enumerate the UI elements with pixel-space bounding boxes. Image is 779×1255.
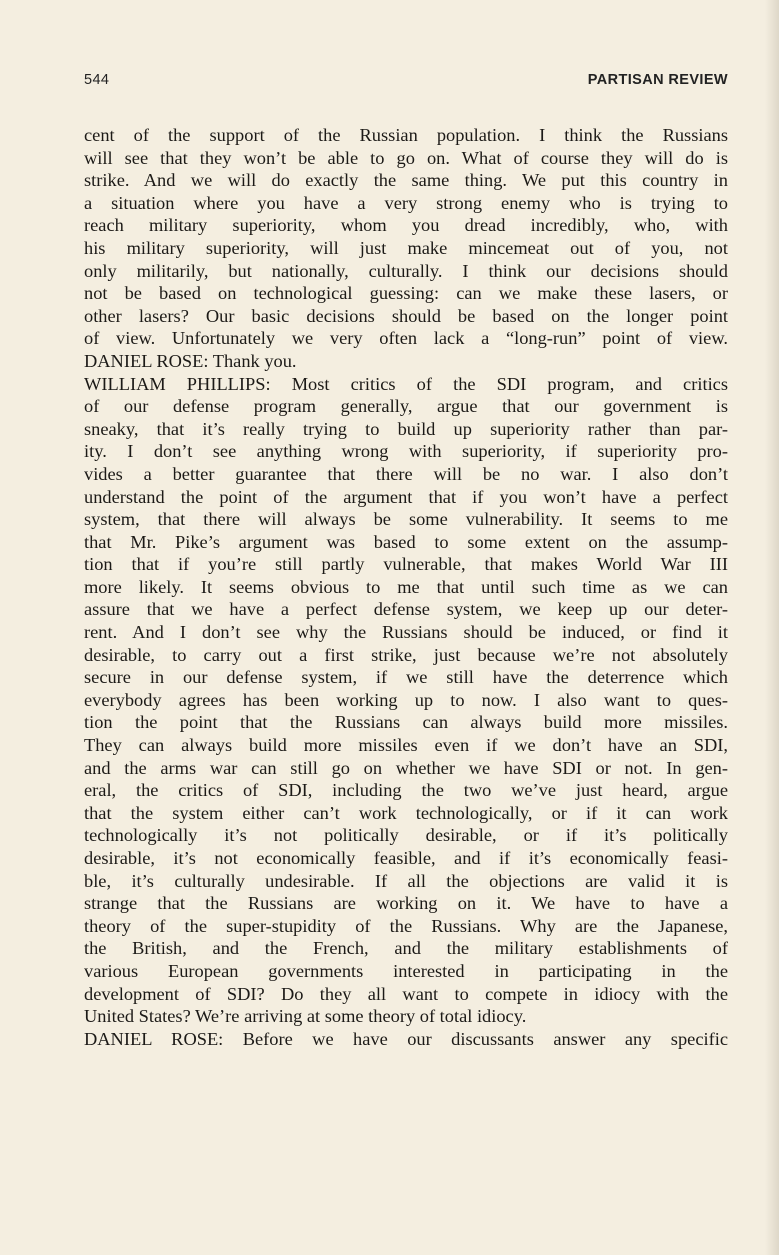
text-line: sneaky, that it’s really trying to build up superiority rather than par-	[84, 418, 728, 439]
text-line: not be based on technological guessing: can we make these lasers, or	[84, 283, 728, 304]
text-line: everybody agrees has been working up to now. I also want to ques-	[84, 689, 728, 710]
text-line: system, that there will always be some vulnerability. It seems to me	[84, 509, 728, 530]
text-line: vides a better guarantee that there will be no war. I also don’t	[84, 463, 728, 484]
text-line: tion the point that the Russians can always build more missiles.	[84, 712, 728, 733]
text-line: secure in our defense system, if we still have the deterrence which	[84, 667, 728, 688]
text-line: reach military superiority, whom you dread incredibly, who, with	[84, 215, 728, 236]
text-line: desirable, to carry out a first strike, just because we’re not absolutely	[84, 644, 728, 665]
text-line: WILLIAM PHILLIPS: Most critics of the SDI program, and critics	[84, 373, 728, 394]
text-line: understand the point of the argument that if you won’t have a perfect	[84, 486, 728, 507]
text-line: ble, it’s culturally undesirable. If all the objections are valid it is	[84, 870, 728, 891]
text-line: They can always build more missiles even if we don’t have an SDI,	[84, 735, 728, 756]
text-line: assure that we have a perfect defense system, we keep up our deter-	[84, 599, 728, 620]
text-line: cent of the support of the Russian population. I think the Russians	[84, 125, 728, 145]
text-line: eral, the critics of SDI, including the two we’ve just heard, argue	[84, 780, 728, 801]
text-line: DANIEL ROSE: Thank you.	[84, 350, 297, 371]
text-line: ity. I don’t see anything wrong with superiority, if superiority pro-	[84, 441, 728, 462]
body-text	[84, 124, 728, 1050]
page-number: 544	[84, 72, 110, 88]
text-line: other lasers? Our basic decisions should be based on the longer point	[84, 305, 728, 326]
text-line: his military superiority, will just make mincemeat out of you, not	[84, 237, 728, 258]
text-line: the British, and the French, and the military establishments of	[84, 938, 728, 959]
page-edge-shadow	[765, 0, 779, 1255]
text-line: that Mr. Pike’s argument was based to some extent on the assump-	[84, 531, 728, 552]
text-line: only militarily, but nationally, culturally. I think our decisions should	[84, 260, 728, 281]
text-line: theory of the super-stupidity of the Russians. Why are the Japanese,	[84, 915, 728, 936]
text-line: rent. And I don’t see why the Russians should be induced, or find it	[84, 622, 728, 643]
text-line: technologically it’s not politically desirable, or if it’s politically	[84, 825, 728, 846]
text-line: tion that if you’re still partly vulnerable, that makes World War III	[84, 554, 728, 575]
text-line: DANIEL ROSE: Before we have our discussants answer any specific	[84, 1028, 728, 1049]
text-line: development of SDI? Do they all want to compete in idiocy with the	[84, 983, 728, 1004]
text-line: desirable, it’s not economically feasible, and if it’s economically feasi-	[84, 848, 728, 868]
running-head: PARTISAN REVIEW	[587, 72, 728, 88]
text-line: United States? We’re arriving at some theory of total idiocy.	[84, 1006, 527, 1027]
text-line: will see that they won’t be able to go on. What of course they will do is	[84, 147, 728, 168]
text-line: various European governments interested in participating in the	[84, 960, 728, 981]
text-line: of our defense program generally, argue that our government is	[84, 396, 728, 417]
text-line: more likely. It seems obvious to me that until such time as we can	[84, 576, 728, 597]
text-line: and the arms war can still go on whether we have SDI or not. In gen-	[84, 757, 728, 778]
page-header	[84, 72, 728, 92]
text-line: that the system either can’t work technologically, or if it can work	[84, 802, 728, 823]
text-line: a situation where you have a very strong enemy who is trying to	[84, 192, 728, 213]
text-line: strike. And we will do exactly the same thing. We put this country in	[84, 170, 728, 191]
text-line: strange that the Russians are working on it. We have to have a	[84, 893, 728, 914]
text-line: of view. Unfortunately we very often lack a “long-run” point of view.	[84, 328, 728, 349]
